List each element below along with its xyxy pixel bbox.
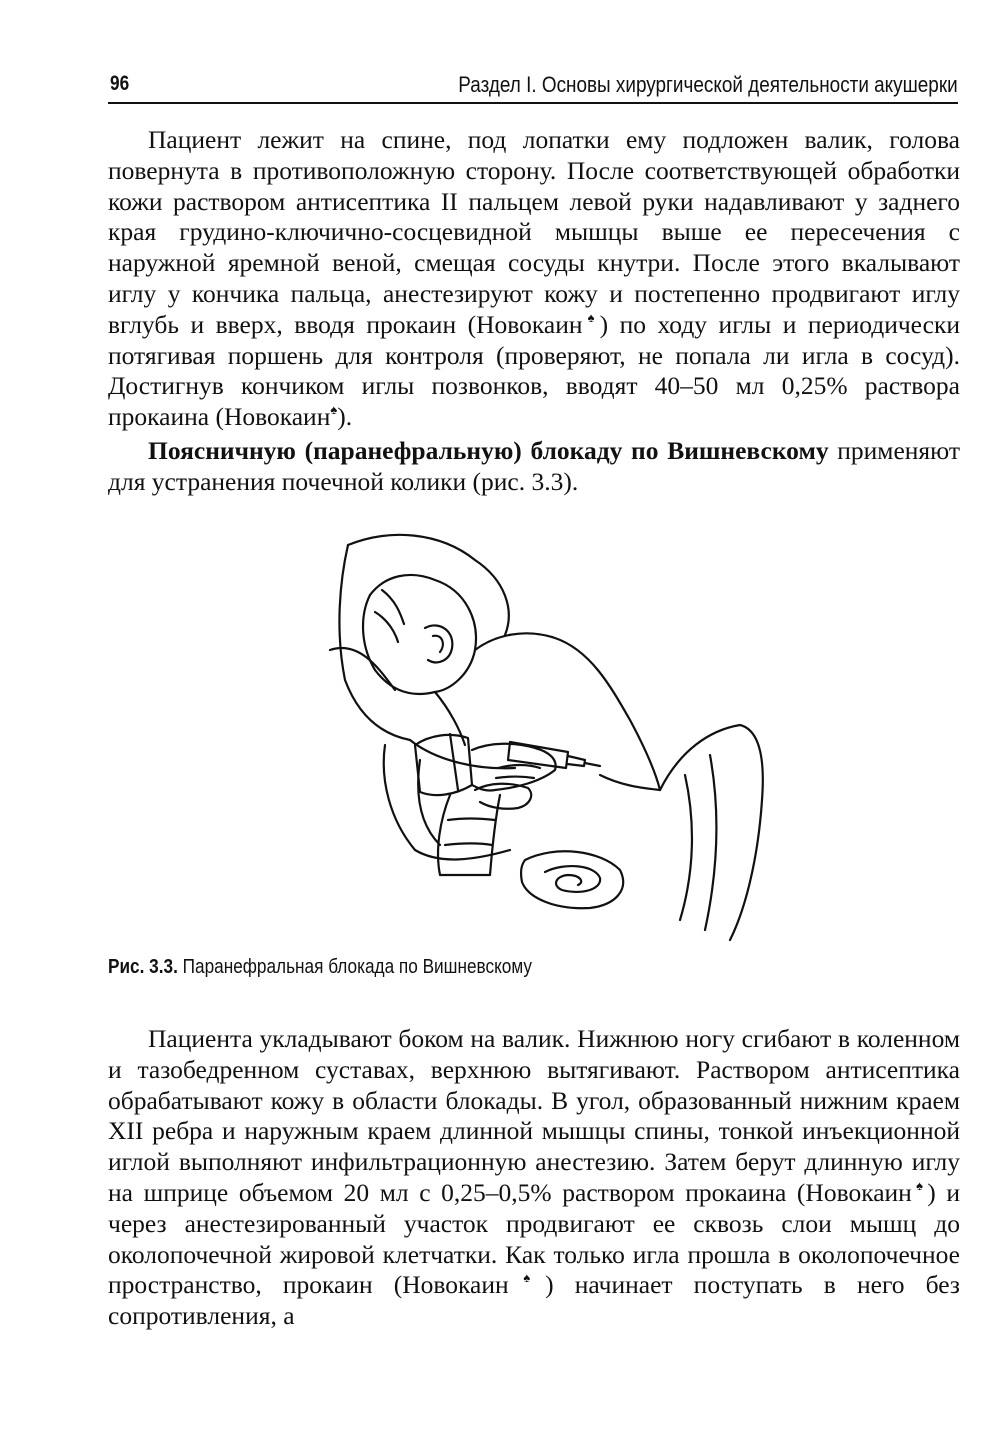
hand-outline	[475, 784, 531, 809]
section-title: Раздел I. Основы хирургической деятельности акушерки	[458, 72, 958, 97]
paragraph-text: Пациента укладывают боком на валик. Нижнюю ногу сгибают в коленном и тазобедренном суставах, верхнюю вытягивают. Раствором антисептика обрабатывают кожу в области блокады. В угол, образованный нижним краем XII ребра и наружным краем длинной мышцы спины, тонкой инъекционной иглой выполняют инфильтрационную анестезию. Затем берут длинную иглу на шприце объемом 20 мл с 0,25–0,5% раствором прокаина (Новокаин	[108, 1024, 960, 1207]
paragraph-text: ) начинает поступать в него без сопротивления, а	[108, 1270, 960, 1331]
bold-term: Поясничную (паранефральную) блокаду по Вишневскому	[148, 436, 829, 465]
hair-lines	[375, 612, 398, 642]
trademark-spade-mark: ♠	[582, 309, 600, 325]
roller-swirl	[545, 866, 600, 892]
hand-fingers	[498, 765, 540, 768]
figure-illustration	[300, 520, 770, 945]
torso-line	[600, 775, 660, 790]
paragraph-text: ) и через анестезированный участок продвигают ее сквозь слои мышц до околопочечной жировой клетчатки. Как только игла прошла в околопочечное пространство, прокаин (Новокаин	[108, 1177, 960, 1300]
running-header	[108, 68, 958, 104]
roller-outline	[521, 851, 623, 908]
figure-caption	[108, 956, 532, 979]
hand-fingers	[496, 777, 534, 779]
paragraph-text: применяют для устранения почечной колики (рис. 3.3).	[108, 436, 960, 496]
paragraph-text: ) по ходу иглы и периодически потягивая поршень для контроля (проверяют, не попала ли игла в сосуд). Достигнув кончиком иглы позвонков, вводят 40–50 мл 0,25% раствора прокаина (Новокаин	[108, 309, 960, 432]
syringe-needle	[585, 763, 600, 766]
paragraph-neck-blockade	[108, 125, 960, 433]
ear-inner	[433, 636, 443, 652]
trademark-spade-mark: ♠	[508, 1270, 546, 1286]
sheet-fold	[418, 760, 440, 845]
page-number: 96	[110, 72, 130, 95]
trademark-spade-mark: ♠	[330, 402, 338, 418]
pillow-outline	[348, 535, 509, 635]
paragraph-text: Пациент лежит на спине, под лопатки ему подложен валик, голова повернута в противоположную сторону. После соответствующей обработки кожи раствором антисептика II пальцем левой руки надавливают у заднего края грудино-ключично-сосцевидной мышцы выше ее пересечения с наружной яремной веной, смещая сосуды кнутри. После этого вкалывают иглу у кончика пальца, анестезируют кожу и постепенно продвигают иглу вглубь и вверх, вводя прокаин (Новокаин	[108, 125, 960, 339]
trademark-spade-mark: ♠	[911, 1177, 928, 1193]
syringe-tip	[567, 756, 585, 766]
paragraph-lumbar-blockade-intro	[108, 436, 960, 498]
paragraph-text: ).	[337, 402, 353, 432]
pillow-fold	[330, 648, 395, 690]
arm-sleeve-lines	[448, 819, 495, 821]
paranephral-blockade-drawing	[300, 520, 770, 945]
blanket-fold	[680, 775, 692, 920]
paragraph-lumbar-blockade-technique	[108, 1024, 960, 1332]
caption-text: Паранефральная блокада по Вишневскому	[177, 956, 532, 978]
pillow-outline	[339, 545, 410, 740]
blanket-fold	[705, 755, 716, 930]
arm-sleeve-lines	[445, 844, 492, 846]
caption-label: Рис. 3.3.	[108, 956, 178, 978]
sleeve-outline	[415, 735, 472, 795]
ear-outline	[425, 625, 452, 662]
